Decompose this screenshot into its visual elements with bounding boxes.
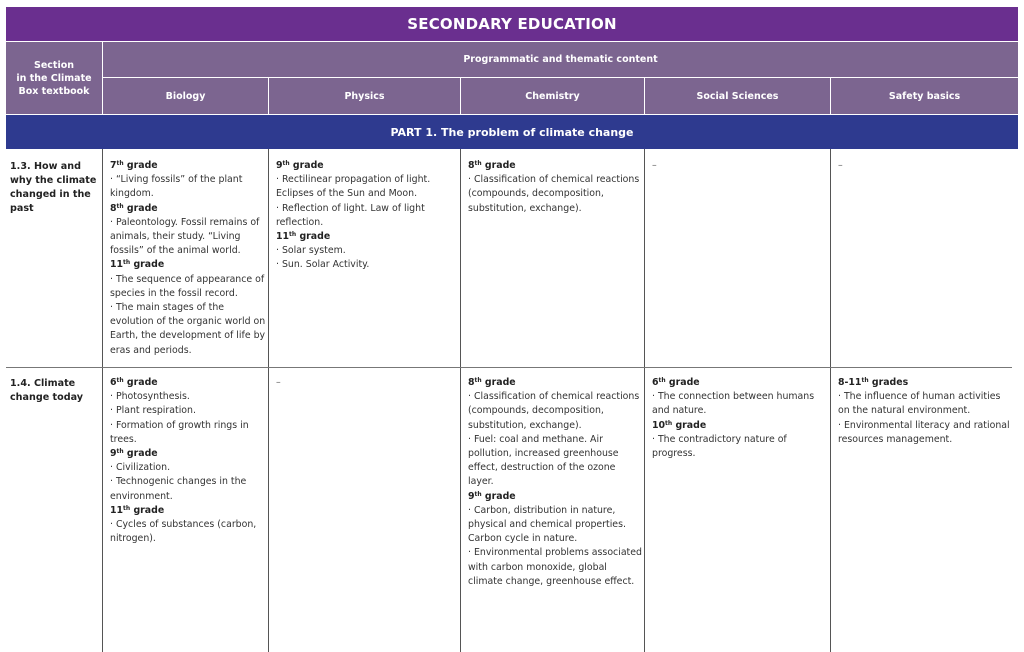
grade-word: grade [123, 377, 158, 388]
section-label-line: 1.3. How and [10, 161, 81, 172]
topic-item: · Solar system. [276, 245, 346, 257]
header-section-line: Section [33, 59, 74, 71]
grade-number: 10 [652, 419, 666, 431]
grade-word: grade [130, 504, 165, 516]
grade-suffix: th [658, 377, 666, 384]
grade-heading [468, 490, 642, 504]
grade-word: grade [665, 377, 700, 388]
empty-dash: – [838, 160, 843, 171]
column-divider [644, 149, 645, 652]
grade-number: 9 [276, 160, 283, 171]
column-divider [268, 149, 269, 652]
topic-item: · Cycles of substances (carbon, nitrogen). [110, 519, 257, 545]
grade-heading [110, 447, 266, 461]
section-label-line: past [10, 203, 34, 214]
grade-heading [652, 419, 828, 433]
empty-dash: – [652, 160, 657, 171]
header-col-biology: Biology [103, 78, 268, 114]
grade-number: 9 [468, 490, 475, 502]
grade-heading [110, 258, 266, 272]
grade-word: grade [130, 259, 165, 271]
topic-item: · Formation of growth rings in trees. [110, 419, 249, 445]
grade-suffix: th [474, 160, 482, 167]
column-divider [830, 149, 831, 652]
column-divider [102, 149, 103, 652]
grade-heading [276, 159, 458, 173]
grade-heading [110, 504, 266, 518]
grade-word: grade [289, 160, 324, 171]
grade-number: 9 [110, 448, 117, 460]
grade-suffix: th [474, 377, 482, 384]
cell-1-4-chemistry [468, 376, 642, 589]
header-section-column [6, 42, 102, 114]
topic-item: · The connection between humans and nature. [652, 391, 815, 417]
grade-heading [468, 159, 642, 173]
header-col-chemistry: Chemistry [461, 78, 644, 114]
grade-heading [838, 376, 1014, 390]
grade-suffix: th [116, 160, 124, 167]
grade-word: grade [481, 160, 516, 171]
topic-item: · Sun. Solar Activity. [276, 259, 370, 271]
section-1-3-label [10, 160, 100, 216]
grade-heading [110, 376, 266, 390]
grade-heading [110, 202, 266, 216]
section-label-line: changed in the [10, 189, 91, 200]
grade-word: grades [868, 377, 909, 388]
grade-word: grade [123, 202, 158, 214]
topic-item: · Classification of chemical reactions (compounds, decomposition, substitution, exchange). [468, 391, 640, 431]
header-col-safety-basics: Safety basics [831, 78, 1018, 114]
cell-1-3-physics [276, 159, 458, 273]
grade-suffix: th [282, 160, 290, 167]
header-col-social-sciences: Social Sciences [645, 78, 830, 114]
topic-item: · Reflection of light. Law of light reflection. [276, 202, 425, 228]
grade-suffix: th [123, 259, 131, 267]
grade-heading [110, 159, 266, 173]
topic-item: · Environmental literacy and rational resources management. [838, 419, 1010, 445]
grade-number: 8 [110, 202, 117, 214]
topic-item: · Civilization. [110, 462, 171, 474]
grade-suffix: th [116, 448, 124, 456]
grade-suffix: th [123, 504, 131, 512]
cell-1-4-biology [110, 376, 266, 546]
column-divider [460, 149, 461, 652]
grade-heading [276, 230, 458, 244]
topic-item: · Environmental problems associated with carbon monoxide, global climate change, greenhouse effect. [468, 547, 642, 587]
topic-item: · Plant respiration. [110, 405, 196, 417]
grade-word: grade [481, 377, 516, 388]
grade-heading [468, 376, 642, 390]
grade-number: 11 [110, 504, 124, 516]
cell-1-4-physics [276, 376, 458, 390]
grade-suffix: th [289, 231, 297, 239]
cell-1-3-biology [110, 159, 266, 358]
header-programmatic-content: Programmatic and thematic content [103, 42, 1018, 77]
topic-item: · “Living fossils” of the plant kingdom. [110, 174, 243, 200]
grade-number: 11 [276, 231, 290, 243]
empty-dash: – [276, 377, 281, 388]
grade-suffix: th [665, 419, 673, 427]
header-section-line: Box textbook [18, 85, 90, 97]
grade-suffix: th [116, 377, 124, 384]
grade-word: grade [672, 419, 707, 431]
cell-1-4-social-sciences [652, 376, 828, 461]
grade-word: grade [123, 160, 158, 171]
topic-item: · Photosynthesis. [110, 391, 190, 403]
cell-1-3-chemistry [468, 159, 642, 216]
cell-1-3-safety-basics [838, 159, 1014, 173]
section-label-line: 1.4. Climate [10, 378, 76, 389]
header-section-line: in the Climate [16, 72, 92, 84]
table-title: SECONDARY EDUCATION [6, 7, 1018, 41]
grade-number: 8-11 [838, 377, 862, 388]
grade-number: 6 [110, 377, 117, 388]
topic-item: · The influence of human activities on the natural environment. [838, 391, 1001, 417]
topic-item: · The sequence of appearance of species in the fossil record. [110, 273, 265, 299]
topic-item: · Classification of chemical reactions (compounds, decomposition, substitution, exchange). [468, 174, 640, 214]
grade-suffix: th [861, 377, 869, 384]
cell-1-3-social-sciences [652, 159, 828, 173]
grade-number: 7 [110, 160, 117, 171]
grade-number: 11 [110, 259, 124, 271]
grade-number: 8 [468, 377, 475, 388]
grade-heading [652, 376, 828, 390]
grade-word: grade [481, 490, 516, 502]
section-label-line: change today [10, 392, 84, 403]
topic-item: · Fuel: coal and methane. Air pollution, increased greenhouse effect, destruction of the ozone layer. [468, 433, 619, 488]
section-1-4-label [10, 377, 100, 405]
part-heading: PART 1. The problem of climate change [6, 115, 1018, 149]
section-label-line: why the climate [10, 175, 97, 186]
grade-word: grade [296, 231, 331, 243]
topic-item: · Technogenic changes in the environment. [110, 476, 247, 502]
topic-item: · The main stages of the evolution of the organic world on Earth, the development of life by eras and periods. [110, 302, 266, 356]
grade-number: 6 [652, 377, 659, 388]
grade-suffix: th [474, 490, 482, 498]
cell-1-4-safety-basics [838, 376, 1014, 447]
topic-item: · Rectilinear propagation of light. Eclipses of the Sun and Moon. [276, 174, 431, 200]
topic-item: · Paleontology. Fossil remains of animals, their study. “Living fossils” of the animal world. [110, 216, 260, 257]
header-col-physics: Physics [269, 78, 460, 114]
grade-word: grade [123, 448, 158, 460]
grade-number: 8 [468, 160, 475, 171]
topic-item: · Carbon, distribution in nature, physical and chemical properties. Carbon cycle in nature. [468, 504, 626, 545]
grade-suffix: th [116, 202, 124, 210]
row-divider [6, 367, 1012, 368]
topic-item: · The contradictory nature of progress. [652, 433, 787, 460]
